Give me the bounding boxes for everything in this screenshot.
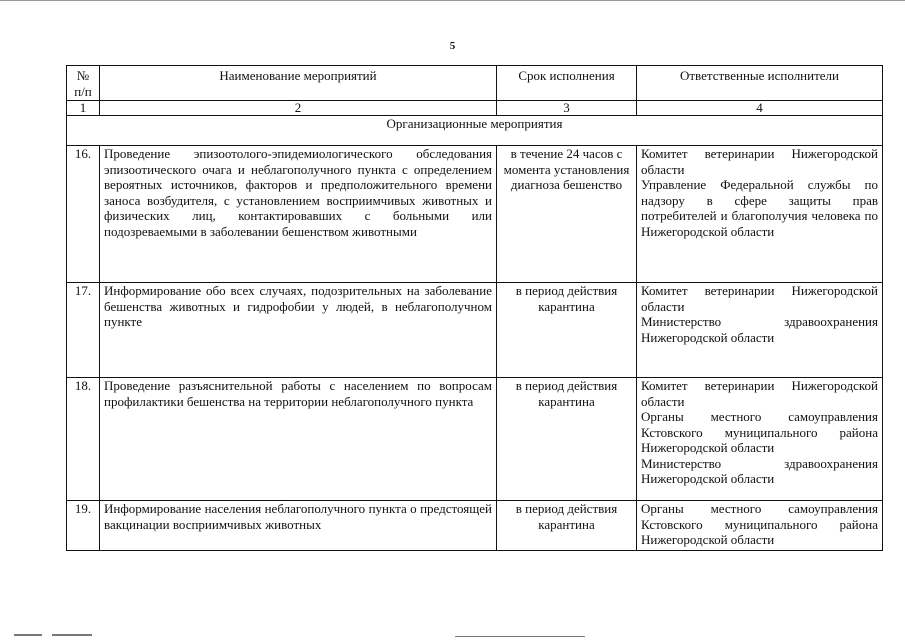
events-table [66,65,883,551]
row-responsible [637,146,883,283]
responsible-line: Комитет ветеринарии Нижегородской области [641,283,878,314]
column-number: 4 [637,101,883,116]
table-row [67,501,883,551]
header-row [67,66,883,101]
row-term: в период действия карантина [497,283,637,378]
table-row [67,283,883,378]
row-name: Проведение эпизоотолого-эпидемиологического обследования эпизоотического очага и неблагополучного пункта с определением вероятных источников, факторов и предположительного времени заноса возбудителя, с установлением восприимчивых животных и физических лиц, контактировавших с больными или подозреваемыми в заболевании бешенством животными [100,146,497,283]
scan-mark [52,634,92,636]
top-rule [0,0,905,1]
row-responsible [637,501,883,551]
row-index: 18. [67,378,100,501]
responsible-line: Министерство здравоохранения Нижегородской области [641,455,878,486]
row-term: в течение 24 часов с момента установления диагноза бешенство [497,146,637,283]
page-number: 5 [449,40,456,52]
header-name: Наименование мероприятий [100,66,497,101]
row-term: в период действия карантина [497,501,637,551]
responsible-line: Управление Федеральной службы по надзору в сфере защиты прав потребителей и благополучия человека по Нижегородской области [641,177,878,239]
row-index: 16. [67,146,100,283]
column-number: 2 [100,101,497,116]
responsible-line: Комитет ветеринарии Нижегородской области [641,146,878,177]
responsible-line: Комитет ветеринарии Нижегородской области [641,378,878,409]
row-responsible [637,283,883,378]
header-resp: Ответственные исполнители [637,66,883,101]
scan-mark [455,636,585,637]
responsible-line: Министерство здравоохранения Нижегородской области [641,314,878,345]
row-name: Проведение разъяснительной работы с населением по вопросам профилактики бешенства на территории неблагополучного пункта [100,378,497,501]
scan-mark [14,634,42,636]
column-number: 1 [67,101,100,116]
column-number-row [67,101,883,116]
responsible-line: Органы местного самоуправления Кстовского муниципального района Нижегородской области [641,409,878,455]
row-term: в период действия карантина [497,378,637,501]
row-index: 19. [67,501,100,551]
row-responsible [637,378,883,501]
section-title: Организационные мероприятия [67,116,883,146]
table-row [67,378,883,501]
row-index: 17. [67,283,100,378]
responsible-line: Органы местного самоуправления Кстовского муниципального района Нижегородской области [641,501,878,547]
table-row [67,146,883,283]
row-name: Информирование обо всех случаях, подозрительных на заболевание бешенства животных и гидрофобии у людей, в неблагополучном пункте [100,283,497,378]
column-number: 3 [497,101,637,116]
header-num: № п/п [67,66,100,101]
header-term: Срок исполнения [497,66,637,101]
row-name: Информирование населения неблагополучного пункта о предстоящей вакцинации восприимчивых животных [100,501,497,551]
section-row [67,116,883,146]
